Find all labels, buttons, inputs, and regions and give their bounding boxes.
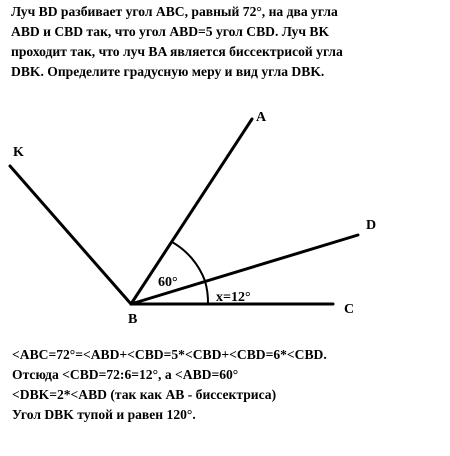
problem-line: Луч BD разбивает угол ABC, равный 72°, на два угла [11,4,338,19]
solution-line: <ABC=72°=<ABD+<CBD=5*<CBD+<CBD=6*<CBD. [12,347,327,362]
label-point-d: D [366,218,377,233]
ray-bk [10,166,131,304]
problem-line: проходит так, что луч BA является биссектрисой угла [11,44,343,59]
solution-line: Отсюда <CBD=72:6=12°, а <ABD=60° [12,367,239,382]
arc-angle-cbd [205,281,208,304]
label-point-c: C [344,302,355,317]
solution-text [12,345,444,425]
solution-line: Угол DBK тупой и равен 120°. [12,407,196,422]
label-point-b: B [128,312,138,327]
problem-line: ABD и CBD так, что угол ABD=5 угол CBD. Луч BK [11,24,330,39]
label-point-a: A [256,110,267,125]
label-point-k: K [13,145,24,160]
label-angle-x: x=12° [216,290,251,305]
solution-line: <DBK=2*<ABD (так как AB - биссектриса) [12,387,277,402]
ray-ba [131,119,252,304]
problem-line: DBK. Определите градусную меру и вид угла DBK. [11,64,325,79]
label-angle-60: 60° [158,275,178,290]
